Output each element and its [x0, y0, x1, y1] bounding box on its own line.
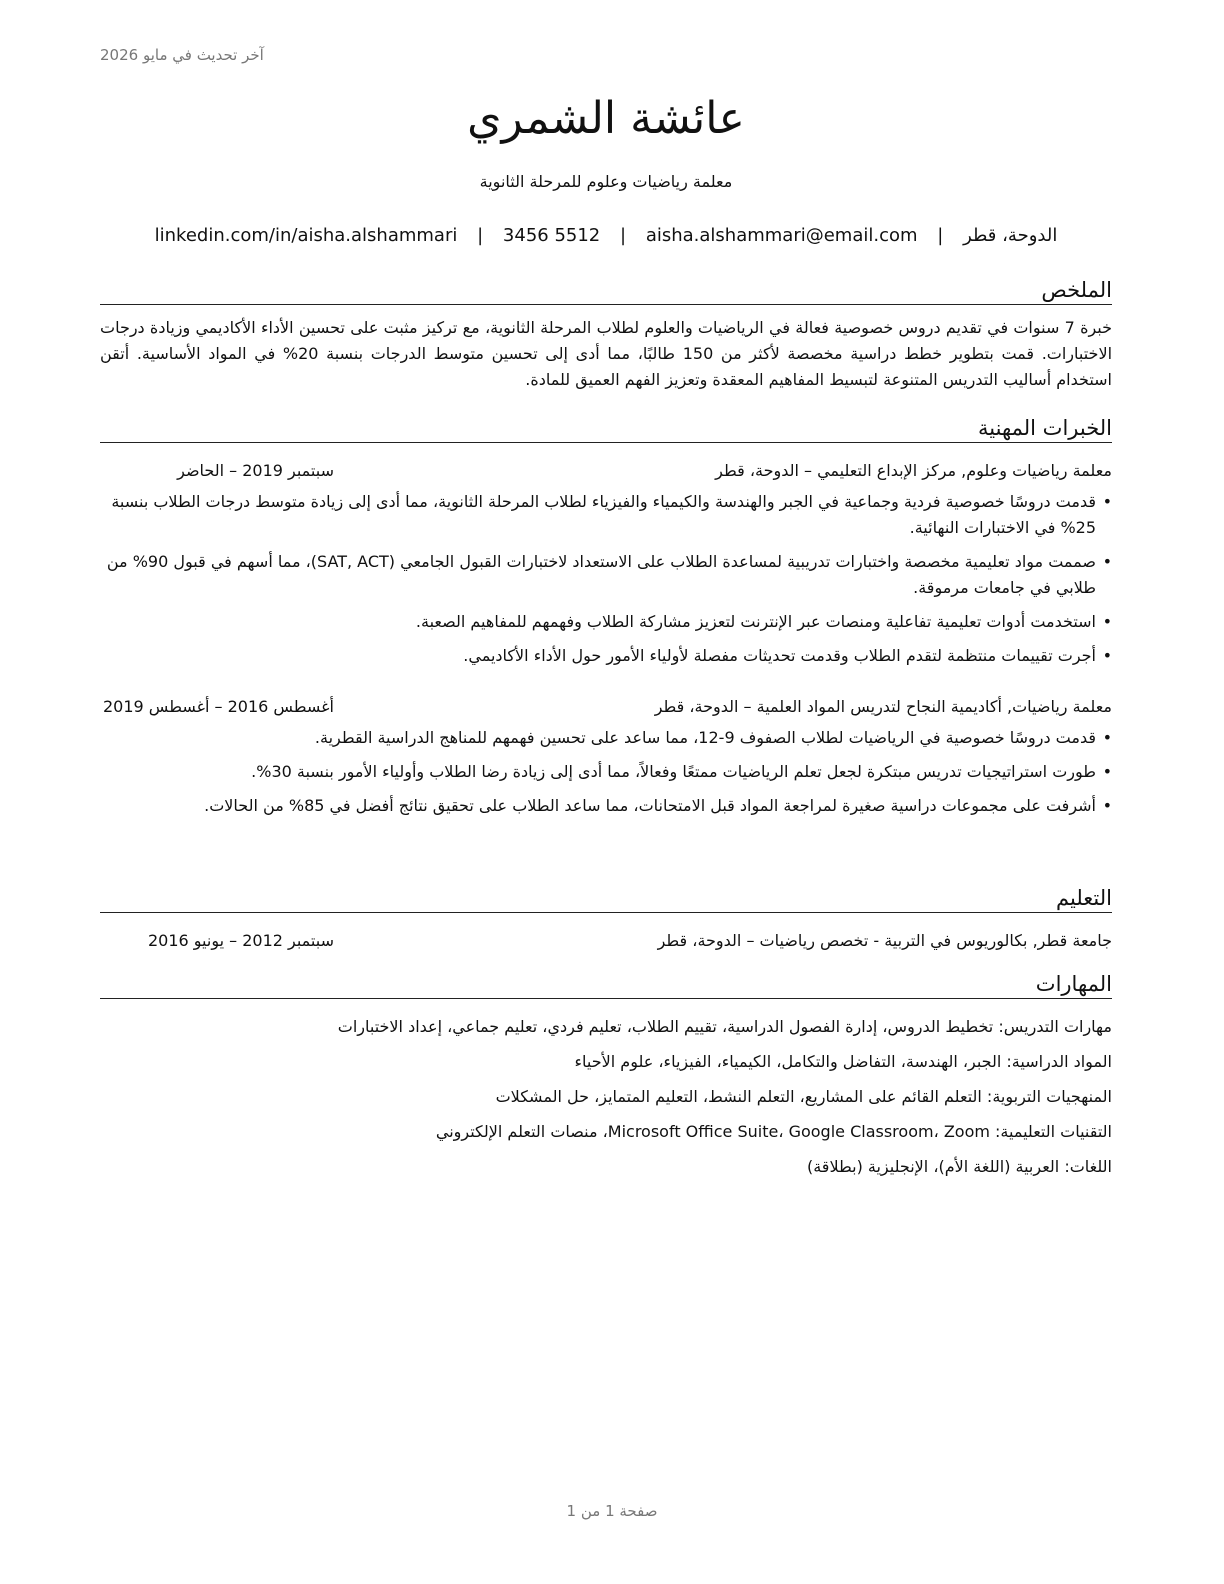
contact-separator: | [937, 225, 944, 246]
job-dates: سبتمبر 2019 – الحاضر [177, 461, 334, 480]
bullet-item: • أجرت تقييمات منتظمة لتقدم الطلاب وقدمت تحديثات مفصلة لأولياء الأمور حول الأداء الأكاديمي. [100, 643, 1112, 669]
skill-line: مهارات التدريس: تخطيط الدروس، إدارة الفصول الدراسية، تقييم الطلاب، تعليم فردي، تعليم جماعي، إعداد الاختبارات [337, 1017, 1112, 1036]
skill-line: التقنيات التعليمية: Microsoft Office Suite، Google Classroom، Zoom، منصات التعلم الإلكتروني [435, 1122, 1112, 1141]
skill-line: المواد الدراسية: الجبر، الهندسة، التفاضل والتكامل، الكيمياء، الفيزياء، علوم الأحياء [574, 1052, 1112, 1071]
summary-section [100, 276, 1112, 393]
contact-separator: | [477, 225, 484, 246]
experience-section [100, 414, 1112, 827]
skill-line: المنهجيات التربوية: التعلم القائم على المشاريع، التعلم النشط، التعليم المتمايز، حل المشكلات [495, 1087, 1112, 1106]
skills-heading: المهارات [100, 970, 1112, 999]
contact-phone[interactable]: 3456 5512 [502, 225, 601, 246]
education-section [100, 884, 1112, 953]
contact-email[interactable]: aisha.alshammari@email.com [645, 225, 918, 246]
job-entry [100, 695, 1112, 819]
education-heading: التعليم [100, 884, 1112, 913]
contact-line [100, 223, 1112, 249]
bullet-item: • طورت استراتيجيات تدريس مبتكرة لجعل تعلم الرياضيات ممتعًا وفعالاً، مما أدى إلى زيادة رضا الطلاب وأولياء الأمور بنسبة 30%. [100, 759, 1112, 785]
degree-title: جامعة قطر, بكالوريوس في التربية - تخصص رياضيات – الدوحة، قطر [657, 931, 1112, 950]
bullet-item: • أشرفت على مجموعات دراسية صغيرة لمراجعة المواد قبل الامتحانات، مما ساعد الطلاب على تحقيق نتائج أفضل في 85% من الحالات. [100, 793, 1112, 819]
skills-section [100, 970, 1112, 1190]
job-bullets [100, 489, 1112, 669]
education-entry [100, 929, 1112, 953]
contact-location: الدوحة، قطر [963, 225, 1058, 246]
job-bullets [100, 725, 1112, 819]
skills-list [100, 1015, 1112, 1179]
contact-separator: | [620, 225, 627, 246]
job-dates: أغسطس 2016 – أغسطس 2019 [102, 697, 334, 716]
candidate-title: معلمة رياضيات وعلوم للمرحلة الثانوية [479, 172, 733, 191]
candidate-name: عائشة الشمري [467, 93, 745, 144]
summary-heading: الملخص [100, 276, 1112, 305]
bullet-item: • استخدمت أدوات تعليمية تفاعلية ومنصات عبر الإنترنت لتعزيز مشاركة الطلاب وفهمهم للمفاهيم الصعبة. [100, 609, 1112, 635]
skill-line: اللغات: العربية (اللغة الأم)، الإنجليزية (بطلاقة) [806, 1157, 1112, 1176]
education-dates: سبتمبر 2012 – يونيو 2016 [147, 931, 334, 950]
page-number: صفحة 1 من 1 [566, 1502, 658, 1520]
job-title: معلمة رياضيات وعلوم, مركز الإبداع التعليمي – الدوحة، قطر [715, 461, 1112, 480]
job-header [100, 459, 1112, 483]
bullet-item: • صممت مواد تعليمية مخصصة واختبارات تدريبية لمساعدة الطلاب على الاستعداد لاختبارات القبول الجامعي (SAT, ACT)، مما أسهم في قبول 90% من طلابي في جامعات مرموقة. [100, 549, 1112, 601]
job-header [100, 695, 1112, 719]
experience-heading: الخبرات المهنية [100, 414, 1112, 443]
summary-text: خبرة 7 سنوات في تقديم دروس خصوصية فعالة في الرياضيات والعلوم لطلاب المرحلة الثانوية، مع تركيز مثبت على تحسين الأداء الأكاديمي وزيادة درجات الاختبارات. قمت بتطوير خطط دراسية مخصصة لأكثر من 150 طالبًا، مما أدى إلى تحسين متوسط الدرجات بنسبة 20% في المواد الأساسية. أتقن استخدام أساليب التدريس المتنوعة لتبسيط المفاهيم المعقدة وتعزيز الفهم العميق للمادة. [100, 318, 1113, 389]
job-title: معلمة رياضيات, أكاديمية النجاح لتدريس المواد العلمية – الدوحة، قطر [654, 697, 1112, 716]
bullet-item: • قدمت دروسًا خصوصية في الرياضيات لطلاب الصفوف 9-12، مما ساعد على تحسين فهمهم للمناهج الدراسية القطرية. [100, 725, 1112, 751]
bullet-item: • قدمت دروسًا خصوصية فردية وجماعية في الجبر والهندسة والكيمياء والفيزياء لطلاب المرحلة الثانوية، مما أدى إلى زيادة متوسط درجات الطلاب بنسبة 25% في الاختبارات النهائية. [100, 489, 1112, 541]
job-entry [100, 459, 1112, 669]
last-updated-note: آخر تحديث في مايو 2026 [100, 46, 264, 64]
contact-linkedin[interactable]: linkedin.com/in/aisha.alshammari [154, 225, 458, 246]
